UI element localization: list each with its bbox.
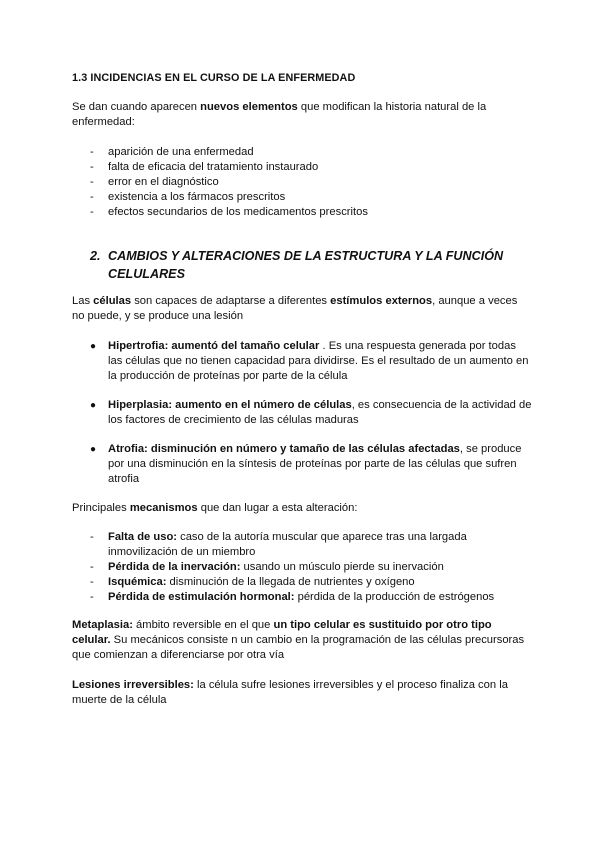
- section-2-title: CAMBIOS Y ALTERACIONES DE LA ESTRUCTURA Y LA FUNCIÓN CELULARES: [108, 249, 504, 281]
- bullet-dot-icon: ●: [90, 400, 97, 411]
- section-2-number: 2.: [90, 249, 101, 263]
- bullet-hipertrofia: ● Hipertrofia: aumentó del tamaño celular . Es una respuesta generada por todas las células que no tienen capacidad para dividirse. Es el resultado de un aumento en la producción de proteínas por parte de la célula: [90, 340, 529, 382]
- list-item: - Isquémica: disminución de la llegada de nutrientes y oxígeno: [90, 575, 512, 590]
- section-1-3-intro: Se dan cuando aparecen nuevos elementos que modifican la historia natural de la enfermedad:: [72, 101, 487, 128]
- lesiones-paragraph: Lesiones irreversibles: la célula sufre lesiones irreversibles y el proceso finaliza con la muerte de la célula: [72, 679, 508, 706]
- section-2-heading: [90, 247, 530, 283]
- section-1-3-title: 1.3 INCIDENCIAS EN EL CURSO DE LA ENFERMEDAD: [72, 72, 356, 84]
- bullet-dot-icon: ●: [90, 341, 97, 352]
- list-item: - Pérdida de estimulación hormonal: pérdida de la producción de estrógenos: [90, 590, 512, 605]
- mechanisms-intro: Principales mecanismos que dan lugar a esta alteración:: [72, 502, 358, 514]
- list-item: - Pérdida de la inervación: usando un músculo pierde su inervación: [90, 560, 512, 575]
- section-2-intro: Las células son capaces de adaptarse a diferentes estímulos externos, aunque a veces no puede, y se produce una lesión: [72, 295, 518, 322]
- list-item: - falta de eficacia del tratamiento instaurado: [90, 160, 532, 175]
- incidencias-list: [72, 145, 532, 220]
- mechanisms-list: [72, 530, 512, 605]
- bullet-hiperplasia: ● Hiperplasia: aumento en el número de células, es consecuencia de la actividad de los factores de crecimiento de las células maduras: [90, 399, 532, 426]
- bullet-atrofia: ● Atrofia: disminución en número y tamaño de las células afectadas, se produce por una disminución en la síntesis de proteínas por parte de las células que sufren atrofia: [90, 443, 522, 485]
- list-item: - efectos secundarios de los medicamentos prescritos: [90, 205, 532, 220]
- list-item: - existencia a los fármacos prescritos: [90, 190, 532, 205]
- bullet-dot-icon: ●: [90, 444, 97, 455]
- list-item: - error en el diagnóstico: [90, 175, 532, 190]
- metaplasia-paragraph: Metaplasia: ámbito reversible en el que un tipo celular es sustituido por otro tipo celular. Su mecánicos consiste n un cambio en la programación de las células precursoras que comienzan a diferenciarse por otra vía: [72, 619, 525, 661]
- list-item: - Falta de uso: caso de la autoría muscular que aparece tras una largada inmovilización de un miembro: [90, 530, 512, 560]
- list-item: - aparición de una enfermedad: [90, 145, 532, 160]
